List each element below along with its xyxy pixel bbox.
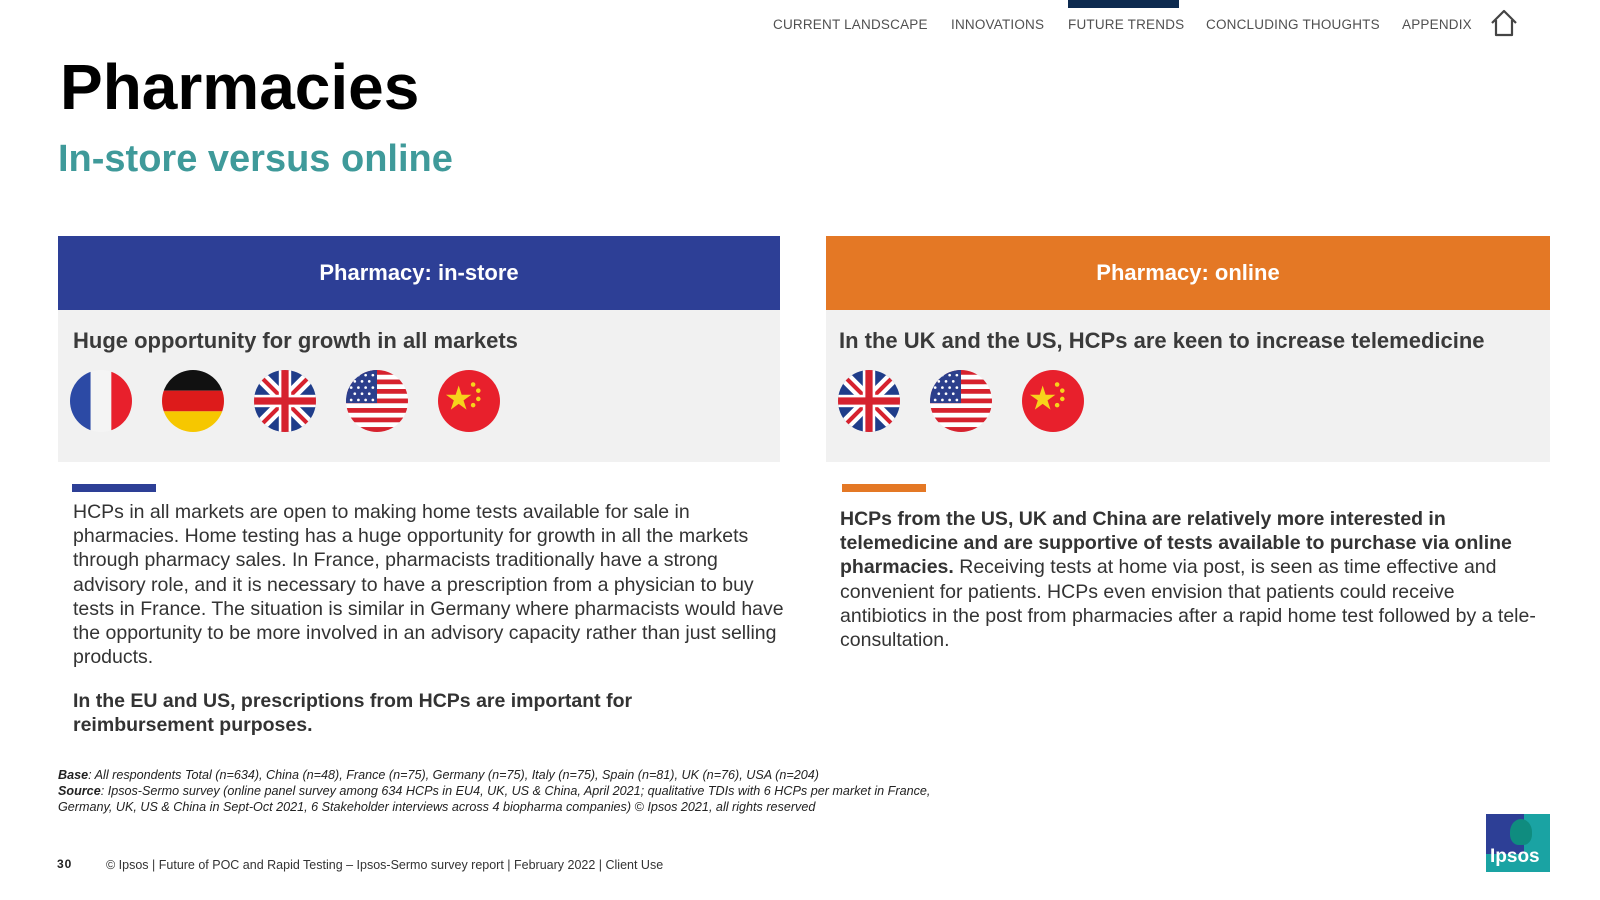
nav-future-trends[interactable]: FUTURE TRENDS xyxy=(1068,17,1185,32)
usa-flag-icon xyxy=(930,370,992,432)
page-number: 30 xyxy=(57,857,73,871)
china-flag-icon xyxy=(438,370,500,432)
base-note xyxy=(58,767,958,783)
online-paragraph xyxy=(840,507,1546,652)
ipsos-logo xyxy=(1486,814,1550,872)
logo-text: Ipsos xyxy=(1490,846,1540,867)
panel-heading-online: In the UK and the US, HCPs are keen to increase telemedicine xyxy=(839,328,1485,353)
footer-copyright: © Ipsos | Future of POC and Rapid Testing – Ipsos-Sermo survey report | February 2022 | Client Use xyxy=(106,858,664,872)
online-paragraph-bold: HCPs from the US, UK and China are relatively more interested in telemedicine and are supportive of tests available to purchase via online pharmacies. xyxy=(840,508,1512,579)
source-text: : Ipsos-Sermo survey (online panel survey among 634 HCPs in EU4, UK, US & China, April 2021; qualitative TDIs with 6 HCPs per market in France, Germany, UK, US & China in Sept-Oct 2021, 6 Stakeholder interviews across 4 biopharma companies) © Ipsos 2021, all rights reserved xyxy=(58,784,931,814)
logo-head-shape xyxy=(1510,819,1532,845)
germany-flag-icon xyxy=(162,370,224,432)
page-title: Pharmacies xyxy=(60,51,420,123)
base-source-notes xyxy=(58,767,958,815)
source-label: Source xyxy=(58,784,101,798)
usa-flag-icon xyxy=(346,370,408,432)
base-text: : All respondents Total (n=634), China (n=48), France (n=75), Germany (n=75), Italy (n=75), Spain (n=81), UK (n=76), USA (n=204) xyxy=(88,768,819,782)
panel-header-online xyxy=(826,236,1550,310)
page-subtitle: In-store versus online xyxy=(58,138,453,180)
accent-line-online xyxy=(842,484,926,492)
source-note xyxy=(58,783,958,815)
home-icon[interactable] xyxy=(1489,8,1519,38)
base-label: Base xyxy=(58,768,89,782)
in-store-key-point: In the EU and US, prescriptions from HCPs are important for reimbursement purposes. xyxy=(73,690,633,737)
panel-header-in-store-label: Pharmacy: in-store xyxy=(319,260,519,285)
china-flag-icon xyxy=(1022,370,1084,432)
nav-appendix[interactable]: APPENDIX xyxy=(1402,17,1472,32)
nav-innovations[interactable]: INNOVATIONS xyxy=(951,17,1045,32)
panel-in-store-summary xyxy=(58,310,780,462)
uk-flag-icon xyxy=(838,370,900,432)
panel-online-summary xyxy=(826,310,1550,462)
nav-current-landscape[interactable]: CURRENT LANDSCAPE xyxy=(773,17,928,32)
uk-flag-icon xyxy=(254,370,316,432)
accent-line-in-store xyxy=(72,484,156,492)
nav-concluding-thoughts[interactable]: CONCLUDING THOUGHTS xyxy=(1206,17,1380,32)
panel-heading-in-store: Huge opportunity for growth in all markets xyxy=(73,328,518,353)
nav-active-indicator xyxy=(1068,0,1179,8)
in-store-paragraph: HCPs in all markets are open to making home tests available for sale in pharmacies. Home testing has a huge opportunity for growth in all the markets through pharmacy sales. In France, pharmacists traditionally have a strong advisory role, and it is necessary to have a prescription from a physician to buy tests in France. The situation is similar in Germany where pharmacists would have the opportunity to be more involved in an advisory capacity rather than just selling products. xyxy=(73,501,784,669)
france-flag-icon xyxy=(70,370,132,432)
panel-header-online-label: Pharmacy: online xyxy=(1096,260,1280,285)
panel-header-in-store xyxy=(58,236,780,310)
online-paragraph-rest: Receiving tests at home via post, is seen as time effective and convenient for patients. HCPs even envision that patients could receive antibiotics in the post from pharmacies after a rapid home test followed by a tele-consultation. xyxy=(840,556,1536,652)
